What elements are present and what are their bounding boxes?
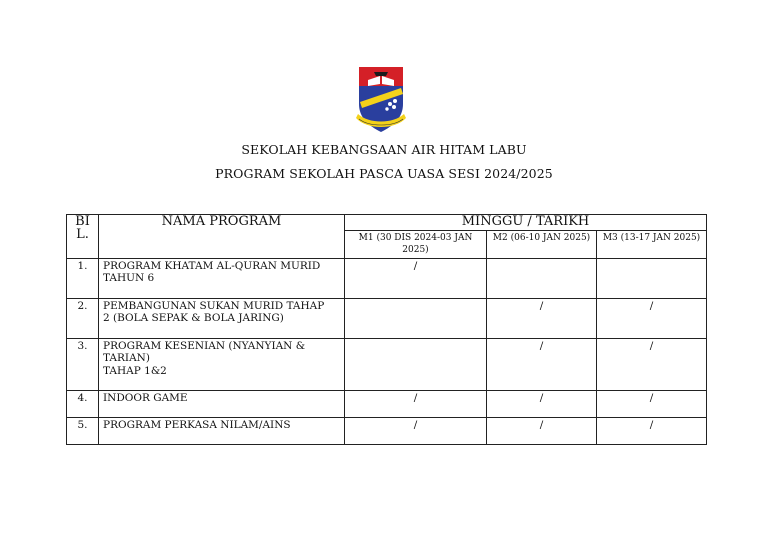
header-nama-program: NAMA PROGRAM xyxy=(99,215,345,259)
week-m2-mark xyxy=(487,258,597,298)
table-row xyxy=(67,417,707,444)
row-number: 5. xyxy=(67,417,99,444)
header-week-m3: M3 (13-17 JAN 2025) xyxy=(597,230,707,258)
week-m1-mark xyxy=(345,298,487,338)
header-week-m1: M1 (30 DIS 2024-03 JAN 2025) xyxy=(345,230,487,258)
program-name-line: TARIAN) xyxy=(103,352,150,364)
header-bil-line2: L. xyxy=(76,226,89,242)
header-bil-line1: BI xyxy=(75,214,90,229)
week-m3-mark: / xyxy=(597,417,707,444)
week-m2-mark: / xyxy=(487,417,597,444)
row-number: 4. xyxy=(67,390,99,417)
program-name-line: PROGRAM PERKASA NILAM/AINS xyxy=(103,418,291,431)
program-title-heading: PROGRAM SEKOLAH PASCA UASA SESI 2024/2025 xyxy=(215,166,553,181)
program-name xyxy=(99,258,345,298)
table-row xyxy=(67,338,707,390)
table-row xyxy=(67,390,707,417)
table-row xyxy=(67,258,707,298)
school-name-heading: SEKOLAH KEBANGSAAN AIR HITAM LABU xyxy=(241,142,527,157)
week-m3-mark: / xyxy=(597,390,707,417)
week-m2-mark: / xyxy=(487,298,597,338)
week-m2-mark: / xyxy=(487,390,597,417)
program-name xyxy=(99,390,345,417)
week-m1-mark: / xyxy=(345,258,487,298)
program-name xyxy=(99,338,345,390)
header-bil xyxy=(67,215,99,259)
program-name-line: PEMBANGUNAN SUKAN MURID TAHAP xyxy=(103,299,325,312)
school-crest-icon xyxy=(353,64,409,136)
program-name xyxy=(99,298,345,338)
row-number: 3. xyxy=(67,338,99,390)
program-name-line: 2 (BOLA SEPAK & BOLA JARING) xyxy=(103,312,284,324)
week-m2-mark: / xyxy=(487,338,597,390)
row-number: 2. xyxy=(67,298,99,338)
program-name-line: INDOOR GAME xyxy=(103,391,188,404)
header-week-m2: M2 (06-10 JAN 2025) xyxy=(487,230,597,258)
week-m1-mark: / xyxy=(345,417,487,444)
week-m3-mark: / xyxy=(597,338,707,390)
program-name xyxy=(99,417,345,444)
week-m1-mark xyxy=(345,338,487,390)
week-m3-mark: / xyxy=(597,298,707,338)
program-name-line: TAHUN 6 xyxy=(103,272,155,284)
program-name-line: PROGRAM KESENIAN (NYANYIAN & xyxy=(103,339,306,352)
week-m3-mark xyxy=(597,258,707,298)
table-row xyxy=(67,298,707,338)
week-m1-mark: / xyxy=(345,390,487,417)
row-number: 1. xyxy=(67,258,99,298)
program-name-line: TAHAP 1&2 xyxy=(103,364,167,377)
school-crest-logo xyxy=(353,64,409,136)
table-header-row xyxy=(67,215,707,231)
program-name-line: PROGRAM KHATAM AL-QURAN MURID xyxy=(103,259,321,272)
header-minggu-tarikh: MINGGU / TARIKH xyxy=(345,215,707,231)
program-schedule-table xyxy=(66,214,707,445)
